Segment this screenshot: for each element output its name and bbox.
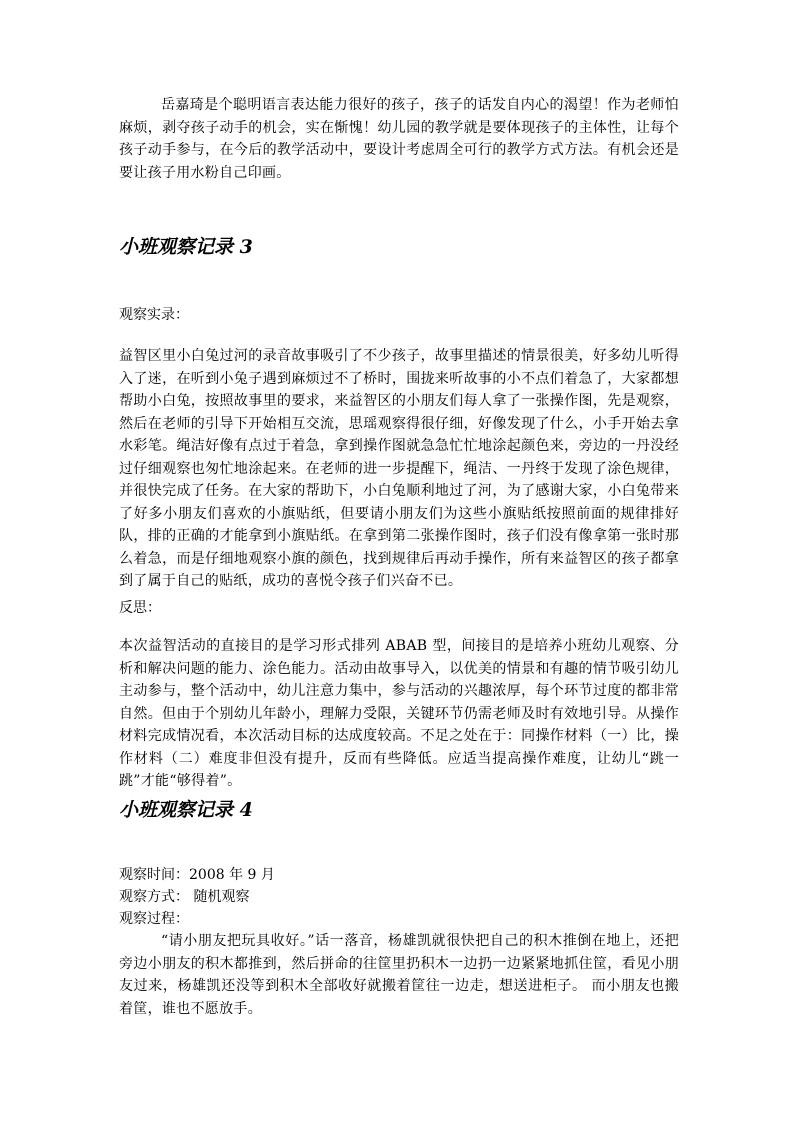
intro-paragraph: 岳嘉琦是个聪明语言表达能力很好的孩子，孩子的话发自内心的渴望！作为老师怕麻烦，剥夺孩子动手的机会，实在惭愧！幼儿园的教学就是要体现孩子的主体性，让每个孩子动手参与，在今后的教学活动中，要设计考虑周全可行的教学方式方法。有机会还是要让孩子用水粉自己印画。 [119, 97, 679, 181]
record4-meta-block [119, 864, 679, 930]
observation-paragraph: 益智区里小白兔过河的录音故事吸引了不少孩子，故事里描述的情景很美，好多幼儿听得入了迷，在听到小兔子遇到麻烦过不了桥时，围拢来听故事的小不点们着急了，大家都想帮助小白兔，按照故事里的要求，来益智区的小朋友们每人拿了一张操作图，先是观察，然后在老师的引导下开始相互交流，思瑶观察得很仔细，好像发现了什么，小手开始去拿水彩笔。绳洁好像有点过于着急，拿到操作图就急急忙忙地涂起颜色来，旁边的一丹没经过仔细观察也匆忙地涂起来。在老师的进一步提醒下，绳洁、一丹终于发现了涂色规律，并很快完成了任务。在大家的帮助下，小白兔顺利地过了河，为了感谢大家，小白兔带来了好多小朋友们喜欢的小旗贴纸，但要请小朋友们为这些小旗贴纸按照前面的规律排好队，排的正确的才能拿到小旗贴纸。在拿到第二张操作图时，孩子们没有像拿第一张时那么着急，而是仔细地观察小旗的颜色，找到规律后再动手操作，所有来益智区的孩子都拿到了属于自己的贴纸，成功的喜悦令孩子们兴奋不已。 [119, 348, 679, 589]
reflection-label: 反思： [119, 600, 161, 616]
record3-observation-label-block [119, 304, 679, 327]
record3-reflection-label-block [119, 597, 679, 620]
record3-observation-block [119, 345, 679, 593]
observation-method: 观察方式： 随机观察 [119, 889, 250, 905]
observation-time: 观察时间：2008 年 9 月 [119, 867, 275, 883]
record4-title: 小班观察记录 4 [119, 799, 253, 821]
record3-title: 小班观察记录 3 [119, 236, 253, 258]
process-paragraph: “请小朋友把玩具收好。”话一落音，杨雄凯就很快把自己的积木推倒在地上，还把旁边小朋友的积木都推到，然后拼命的往筐里扔积木一边扔一边紧紧地抓住筐，看见小朋友过来，杨雄凯还没等到积木全部收好就搬着筐往一边走，想送进柜子。 而小朋友也搬着筐，谁也不愿放手。 [119, 933, 679, 1017]
intro-block [119, 94, 679, 184]
observation-label: 观察实录： [119, 307, 189, 323]
reflection-paragraph: 本次益智活动的直接目的是学习形式排列 ABAB 型，间接目的是培养小班幼儿观察、分析和解决问题的能力、涂色能力。活动由故事导入，以优美的情景和有趣的情节吸引幼儿主动参与，整个活动中，幼儿注意力集中，参与活动的兴趣浓厚，每个环节过度的都非常自然。但由于个别幼儿年龄小，理解力受限，关键环节仍需老师及时有效地引导。从操作材料完成情况看，本次活动目标的达成度较高。不足之处在于：同操作材料（一）比，操作材料（二）难度非但没有提升，反而有些降低。应适当提高操作难度，让幼儿“跳一跳”才能“够得着”。 [119, 638, 679, 789]
record4-process-block [119, 930, 679, 1020]
process-label: 观察过程： [119, 911, 189, 927]
record3-reflection-block [119, 635, 679, 793]
